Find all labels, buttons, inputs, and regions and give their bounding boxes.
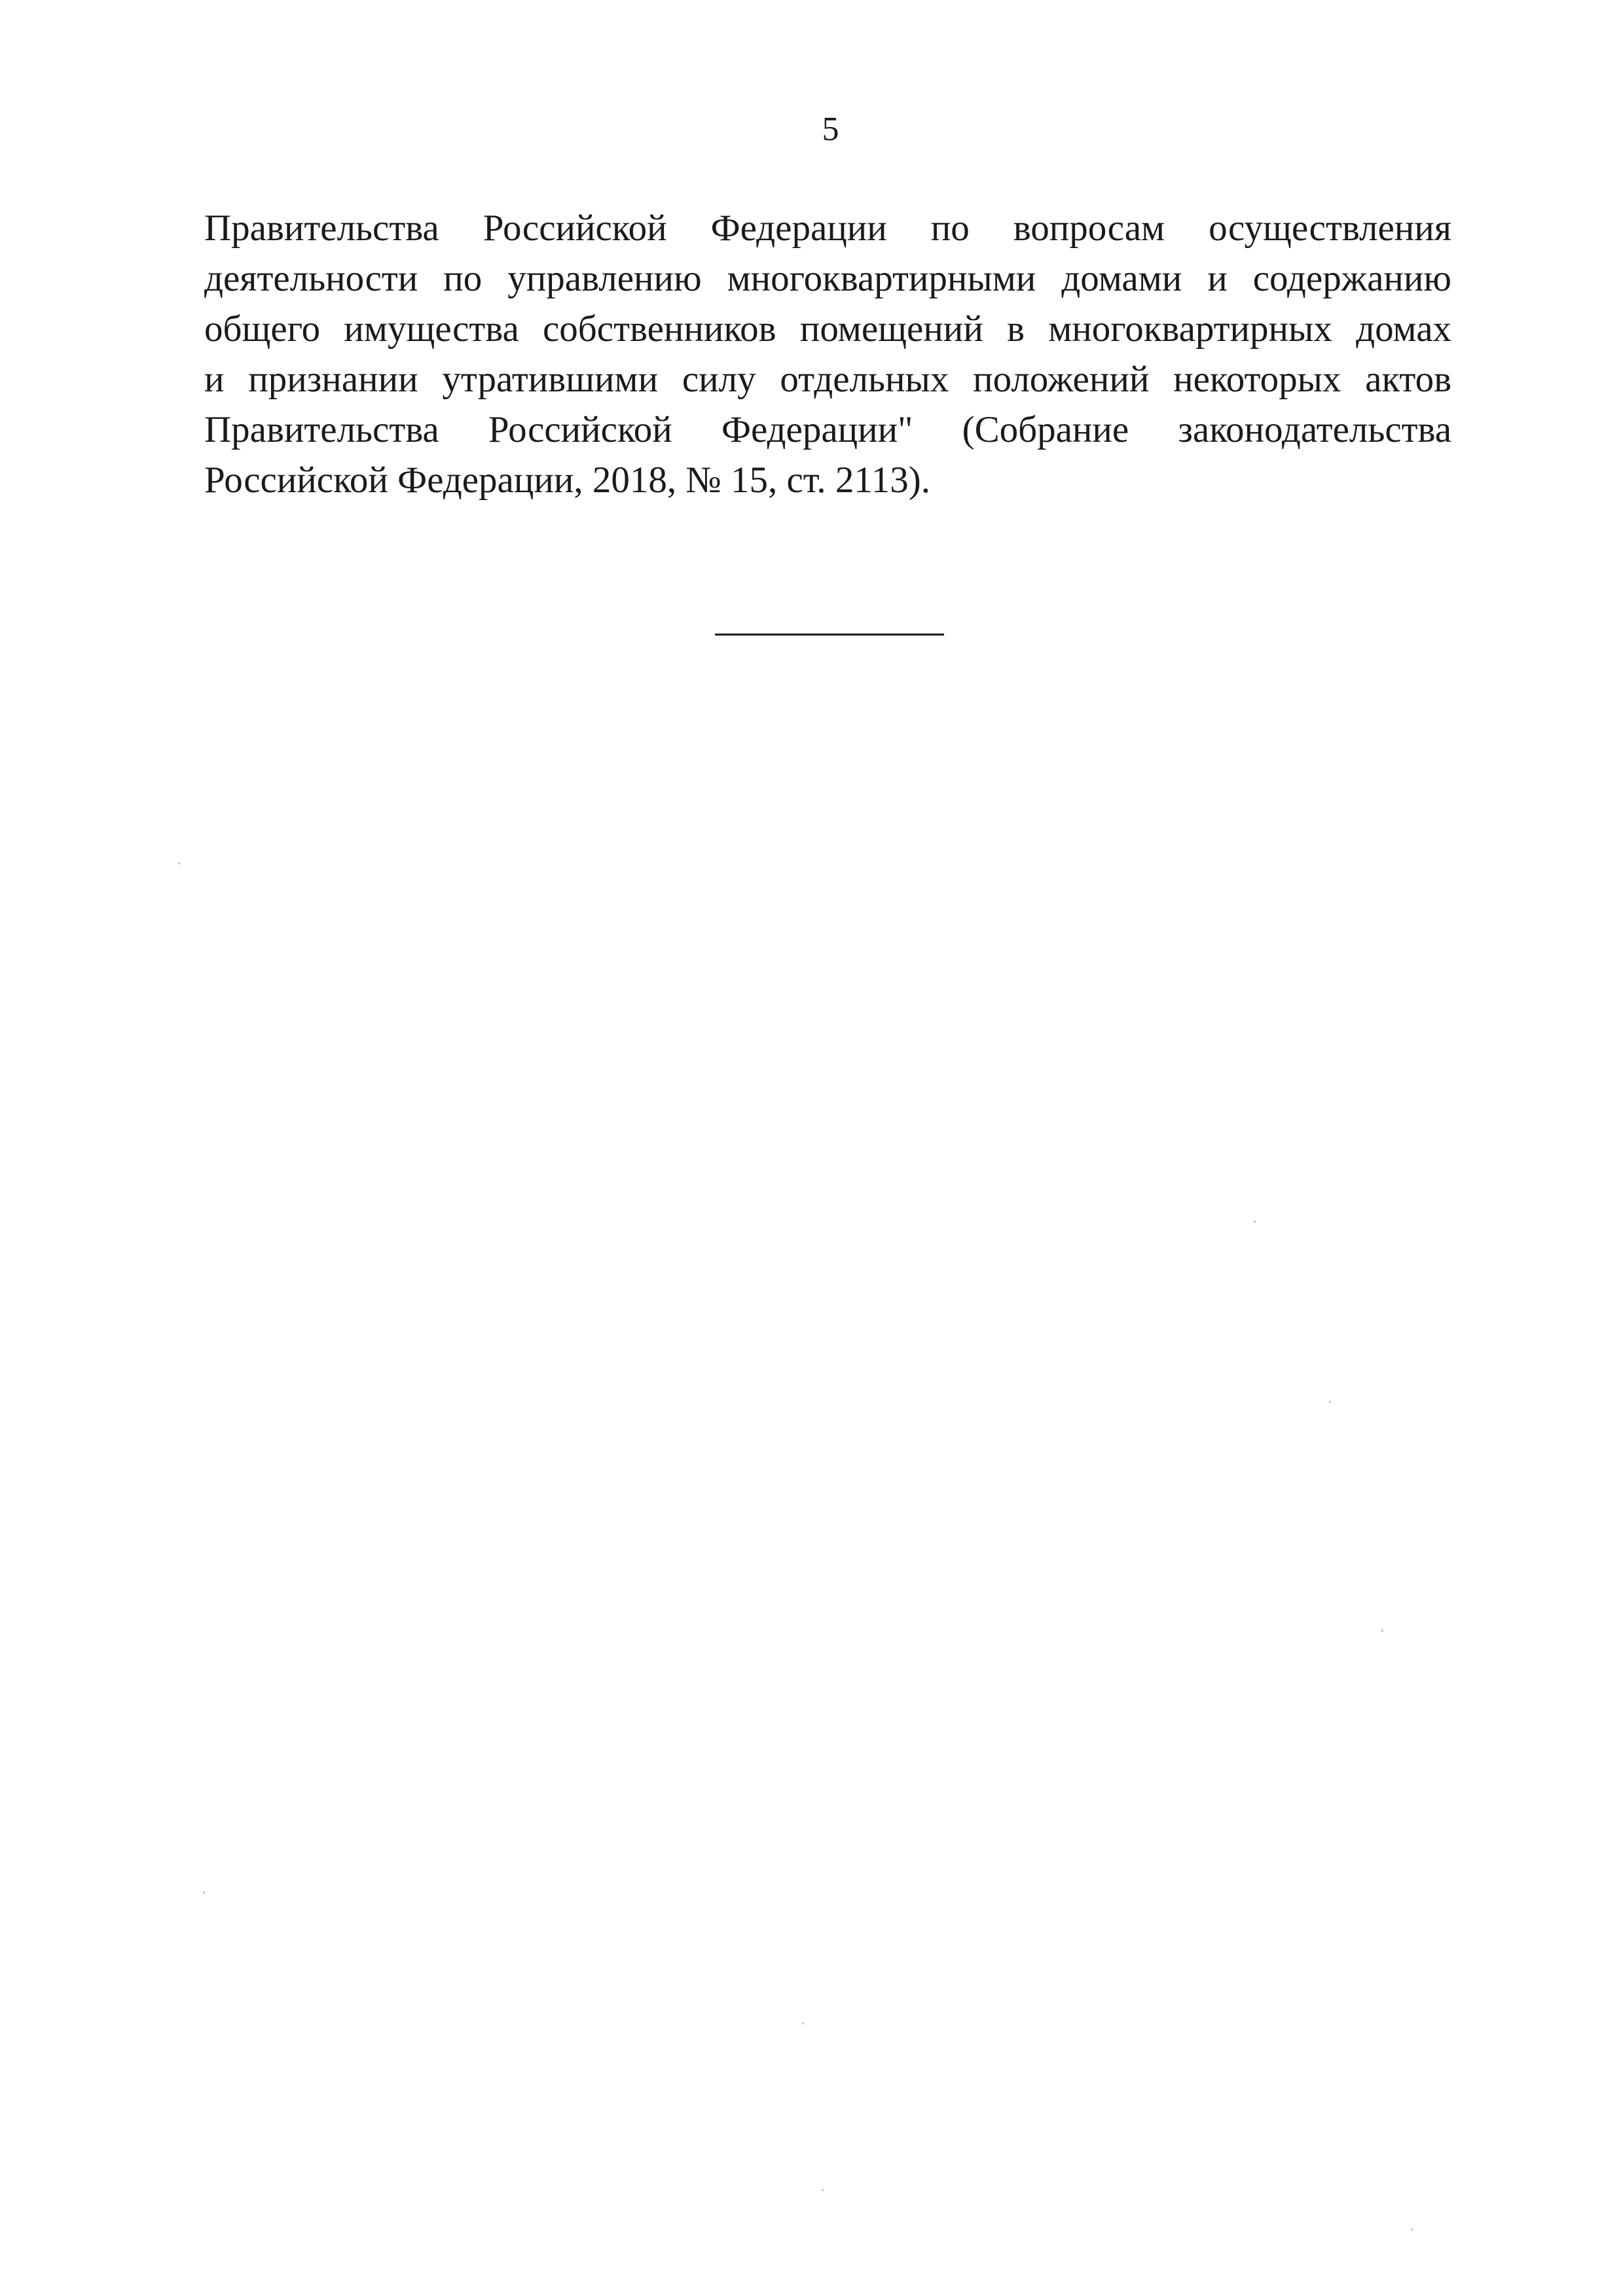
scan-speck: [178, 863, 180, 865]
scan-speck: [1329, 1401, 1331, 1403]
paragraph-line: Российской Федерации, 2018, № 15, ст. 2113).: [204, 459, 931, 501]
scan-speck: [203, 1892, 205, 1893]
scan-speck: [1381, 1630, 1383, 1632]
paragraph-line: общего имущества собственников помещений в многоквартирных домах: [204, 308, 1451, 350]
scan-speck: [1411, 2229, 1413, 2231]
scan-speck: [822, 2189, 824, 2191]
scan-speck: [802, 2022, 804, 2024]
page-number: 5: [822, 111, 839, 148]
scan-speck: [1254, 1221, 1256, 1223]
paragraph-line: Правительства Российской Федерации по вопросам осуществления: [204, 207, 1451, 249]
paragraph-line: Правительства Российской Федерации" (Собрание законодательства: [204, 409, 1451, 450]
paragraph-line: и признании утратившими силу отдельных положений некоторых актов: [204, 359, 1451, 400]
paragraph: [204, 203, 1451, 505]
paragraph-line: деятельности по управлению многоквартирными домами и содержанию: [204, 258, 1451, 299]
end-of-document-rule: [715, 634, 944, 636]
